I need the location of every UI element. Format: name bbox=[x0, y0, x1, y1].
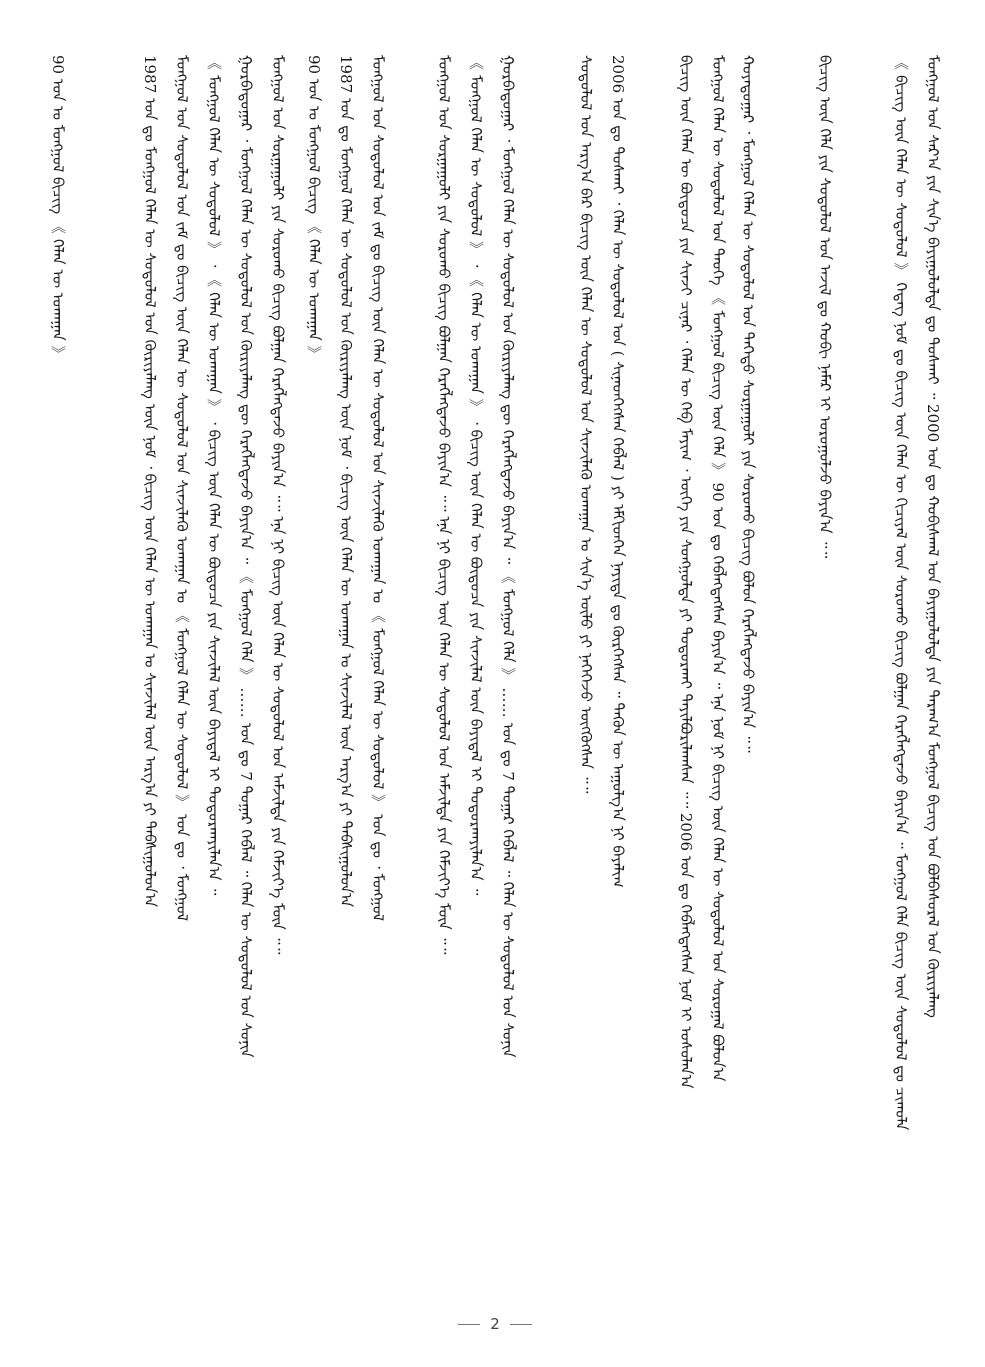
page-number: 2 bbox=[490, 1315, 500, 1333]
text-column-9: ᠭᠤᠷᠪᠠᠳᠤᠭᠠᠷ ᠂ ᠮᠣᠩᠭᠣᠯ ᠬᠡᠯᠡᠨ ᠦ ᠰᠤᠳᠤᠯᠤᠯ ᠤᠨ ᠬᠦᠷᠢᠶᠡᠯᠡᠩ ᠳᠦ ᠬᠡᠷᠡᠭᠯᠡᠭᠳᠡᠵᠦ ᠪᠠᠶᠢᠨ᠎ᠠ ᠃ 《 ᠮᠣᠩᠭᠣᠯ ᠬᠡᠯᠡ 》 …… ᠣᠨ ᠳᠤ 7 ᠳᠤᠭᠠᠷ ᠬᠡᠪᠯᠡᠯ ᠃ ᠬᠡᠯᠡᠨ ᠦ ᠰᠤᠳᠤᠯᠤᠯ ᠤᠨ ᠰᠣᠨᠢᠨ bbox=[499, 55, 517, 1058]
page-footer bbox=[440, 1315, 550, 1333]
footer-dash-left bbox=[458, 1324, 480, 1325]
text-column-7: 2006 ᠣᠨ ᠳᠤ ᠲᠤᠰᠬᠠᠢ ᠂ ᠬᠡᠯᠡᠨ ᠦ ᠰᠤᠳᠤᠯᠤᠯ ᠤᠨ ( ᠰᠢᠨᠡᠳᠬᠡᠭᠰᠡᠨ ᠬᠡᠪᠯᠡᠯ ) ᠶᠢ ᠡᠮᠬᠢᠳᠬᠡᠨ ᠨᠡᠶᠢᠲᠡ ᠳᠤ ᠬᠦᠷᠭᠡᠭᠰᠡᠨ ᠃ ᠲᠡᠭᠦᠨ ᠦ ᠠᠭᠤᠯᠭ᠎ᠠ ᠨᠢ ᠪᠠᠶᠠᠯᠢᠭ bbox=[609, 55, 627, 888]
text-column-18: ᠮᠣᠩᠭᠣᠯ ᠤᠨ ᠰᠤᠳᠤᠯᠤᠯ ᠤᠨ ᠵᠠᠮ ᠳᠤ ᠪᠢᠴᠢᠭ᠌ ᠦᠨ ᠬᠡᠯᠡᠨ ᠦ ᠰᠤᠳᠤᠯᠤᠯ ᠤᠨ ᠰᠢᠨᠵᠢᠯᠡᠬᠦ ᠤᠬᠠᠭᠠᠨ ᠤ 《 ᠮᠣᠩᠭᠣᠯ ᠬᠡᠯᠡᠨ ᠦ ᠰᠤᠳᠤᠯᠤᠯ 》 ᠣᠨ ᠳᠤ ᠂ ᠮᠣᠩᠭᠣᠯ bbox=[173, 55, 191, 922]
text-column-2: 《 ᠪᠢᠴᠢᠭ᠌ ᠦᠨ ᠬᠡᠯᠡᠨ ᠦ ᠰᠤᠳᠤᠯᠤᠯ 》 ᠭᠡᠳᠡᠭ ᠨᠣᠮ ᠳᠤ ᠪᠢᠴᠢᠭ᠌ ᠦᠨ ᠬᠡᠯᠡᠨ ᠦ ᠬᠢᠴᠢᠶᠡᠯ ᠦᠨ ᠰᠤᠷᠤᠬᠤ ᠪᠢᠴᠢᠭ᠌ ᠪᠣᠯᠭᠠᠨ ᠬᠡᠷᠡᠭᠯᠡᠭᠳᠡᠵᠦ ᠪᠠᠶᠢᠨ᠎ᠠ ᠃ ᠮᠣᠩᠭᠣᠯ ᠬᠡᠯᠡ ᠪᠢᠴᠢᠭ᠌ ᠦᠨ ᠰᠤᠳᠤᠯᠤᠯ ᠳᠤ ᠴᠢᠬᠤᠯᠠ bbox=[892, 55, 910, 1131]
text-column-19: 1987 ᠣᠨ ᠳᠤ ᠮᠣᠩᠭᠣᠯ ᠬᠡᠯᠡᠨ ᠦ ᠰᠤᠳᠤᠯᠤᠯ ᠤᠨ ᠬᠦᠷᠢᠶᠡᠯᠡᠩ ᠦᠨ ᠨᠣᠮ ᠂ ᠪᠢᠴᠢᠭ᠌ ᠦᠨ ᠬᠡᠯᠡᠨ ᠦ ᠤᠬᠠᠭᠠᠨ ᠤ ᠰᠢᠨᠵᠢᠯᠡᠯ ᠦᠨ ᠠᠷᠭ᠎ᠠ ᠶᠢ ᠳᠠᠪᠰᠢᠭᠤᠯᠤᠨ᠎ᠠ bbox=[141, 55, 159, 908]
text-column-6: ᠪᠢᠴᠢᠭ᠌ ᠦᠨ ᠬᠡᠯᠡᠨ ᠦ ᠪᠦᠲᠦᠴᠡ ᠶᠢᠨ ᠰᠢᠨᠵᠢ ᠴᠢᠨᠠᠷ ᠂ ᠬᠡᠯᠡᠨ ᠦ ᠬᠡᠪ ᠮᠠᠶᠢᠭ ᠂ ᠦᠭᠡ ᠶᠢᠨ ᠰᠣᠩᠭᠣᠯᠲᠠ ᠶᠢ ᠲᠣᠳᠣᠷᠬᠠᠢ ᠲᠠᠶᠢᠯᠪᠤᠷᠢᠯᠠᠭᠰᠠᠨ ᠃᠃ 2006 ᠣᠨ ᠳᠤ ᠬᠡᠪᠯᠡᠭᠳᠡᠭᠰᠡᠨ ᠨᠣᠮ ᠢ ᠤᠰᠤᠯᠠᠨ᠎ᠠ bbox=[677, 55, 695, 1089]
text-column-5: ᠮᠣᠩᠭᠣᠯ ᠬᠡᠯᠡᠨ ᠦ ᠰᠤᠳᠤᠯᠤᠯ ᠤᠨ ᠲᠡᠦᠬᠡ 《 ᠮᠣᠩᠭᠣᠯ ᠪᠢᠴᠢᠭ᠌ ᠦᠨ ᠬᠡᠯᠡ 》 90 ᠣᠨ ᠳᠤ ᠬᠡᠪᠯᠡᠭᠳᠡᠭᠰᠡᠨ ᠪᠠᠶᠢᠨ᠎ᠠ ᠃ ᠡᠨᠡ ᠨᠣᠮ ᠨᠢ ᠪᠢᠴᠢᠭ᠌ ᠦᠨ ᠬᠡᠯᠡᠨ ᠦ ᠰᠤᠳᠤᠯᠤᠯ ᠤᠨ ᠰᠤᠷᠤᠭᠠᠯ ᠪᠣᠯᠤᠨ᠎ᠠ bbox=[709, 55, 727, 1082]
text-column-13: 1987 ᠣᠨ ᠳᠤ ᠮᠣᠩᠭᠣᠯ ᠬᠡᠯᠡᠨ ᠦ ᠰᠤᠳᠤᠯᠤᠯ ᠤᠨ ᠬᠦᠷᠢᠶᠡᠯᠡᠩ ᠦᠨ ᠨᠣᠮ ᠂ ᠪᠢᠴᠢᠭ᠌ ᠦᠨ ᠬᠡᠯᠡᠨ ᠦ ᠤᠬᠠᠭᠠᠨ ᠤ ᠰᠢᠨᠵᠢᠯᠡᠯ ᠦᠨ ᠠᠷᠭ᠎ᠠ ᠶᠢ ᠳᠠᠪᠰᠢᠭᠤᠯᠤᠨ᠎ᠠ bbox=[337, 55, 355, 908]
text-column-12: ᠮᠣᠩᠭᠣᠯ ᠤᠨ ᠰᠤᠳᠤᠯᠤᠯ ᠤᠨ ᠵᠠᠮ ᠳᠤ ᠪᠢᠴᠢᠭ᠌ ᠦᠨ ᠬᠡᠯᠡᠨ ᠦ ᠰᠤᠳᠤᠯᠤᠯ ᠤᠨ ᠰᠢᠨᠵᠢᠯᠡᠬᠦ ᠤᠬᠠᠭᠠᠨ ᠤ 《 ᠮᠣᠩᠭᠣᠯ ᠬᠡᠯᠡᠨ ᠦ ᠰᠤᠳᠤᠯᠤᠯ 》 ᠣᠨ ᠳᠤ ᠂ ᠮᠣᠩᠭᠣᠯ bbox=[369, 55, 387, 922]
footer-dash-right bbox=[510, 1324, 532, 1325]
text-column-3: ᠪᠢᠴᠢᠭ᠌ ᠦᠨ ᠬᠡᠯᠡ ᠶᠢᠨ ᠰᠤᠳᠤᠯᠤᠯ ᠤᠨ ᠠᠵᠢᠯ ᠳᠤ ᠬᠤᠪᠢ ᠨᠡᠮᠡᠷ ᠢ ᠣᠷᠤᠭᠤᠯᠵᠤ ᠪᠠᠶᠢᠨ᠎ᠠ ᠃᠃ bbox=[816, 55, 834, 559]
text-column-8: ᠰᠤᠳᠤᠯᠤᠯ ᠤᠨ ᠠᠷᠭ᠎ᠠ ᠪᠠᠷ ᠪᠢᠴᠢᠭ᠌ ᠦᠨ ᠬᠡᠯᠡᠨ ᠦ ᠰᠤᠳᠤᠯᠤᠯ ᠤᠨ ᠰᠢᠨᠵᠢᠯᠡᠬᠦ ᠤᠬᠠᠭᠠᠨ ᠤ ᠰᠢᠨ᠎ᠡ ᠦᠯᠦ ᠶᠢ ᠨᠡᠭᠡᠭᠡᠵᠦ ᠦᠭᠭᠦᠭᠰᠡᠨ ᠃᠃ bbox=[577, 55, 595, 794]
text-column-16: ᠭᠤᠷᠪᠠᠳᠤᠭᠠᠷ ᠂ ᠮᠣᠩᠭᠣᠯ ᠬᠡᠯᠡᠨ ᠦ ᠰᠤᠳᠤᠯᠤᠯ ᠤᠨ ᠬᠦᠷᠢᠶᠡᠯᠡᠩ ᠳᠦ ᠬᠡᠷᠡᠭᠯᠡᠭᠳᠡᠵᠦ ᠪᠠᠶᠢᠨ᠎ᠠ ᠃ 《 ᠮᠣᠩᠭᠣᠯ ᠬᠡᠯᠡ 》 …… ᠣᠨ ᠳᠤ 7 ᠳᠤᠭᠠᠷ ᠬᠡᠪᠯᠡᠯ ᠃ ᠬᠡᠯᠡᠨ ᠦ ᠰᠤᠳᠤᠯᠤᠯ ᠤᠨ ᠰᠣᠨᠢᠨ bbox=[237, 55, 255, 1058]
text-column-20: 90 ᠣᠨ ᠤ ᠮᠣᠩᠭᠣᠯ ᠪᠢᠴᠢᠭ᠌ 《 ᠬᠡᠯᠡᠨ ᠦ ᠤᠬᠠᠭᠠᠨ 》 bbox=[49, 55, 67, 361]
text-column-10: 《 ᠮᠣᠩᠭᠣᠯ ᠬᠡᠯᠡᠨ ᠦ ᠰᠤᠳᠤᠯᠤᠯ 》 ᠂ 《 ᠬᠡᠯᠡᠨ ᠦ ᠤᠬᠠᠭᠠᠨ 》 ᠂ ᠪᠢᠴᠢᠭ᠌ ᠦᠨ ᠬᠡᠯᠡᠨ ᠦ ᠪᠦᠲᠦᠴᠡ ᠶᠢᠨ ᠰᠢᠨᠵᠢᠯᠡᠯ ᠦᠨ ᠪᠠᠶᠢᠳᠠᠯ ᠢ ᠲᠣᠳᠣᠷᠬᠠᠶᠢᠯᠠᠨ᠎ᠠ ᠃ bbox=[467, 55, 485, 896]
text-column-17: 《 ᠮᠣᠩᠭᠣᠯ ᠬᠡᠯᠡᠨ ᠦ ᠰᠤᠳᠤᠯᠤᠯ 》 ᠂ 《 ᠬᠡᠯᠡᠨ ᠦ ᠤᠬᠠᠭᠠᠨ 》 ᠂ ᠪᠢᠴᠢᠭ᠌ ᠦᠨ ᠬᠡᠯᠡᠨ ᠦ ᠪᠦᠲᠦᠴᠡ ᠶᠢᠨ ᠰᠢᠨᠵᠢᠯᠡᠯ ᠦᠨ ᠪᠠᠶᠢᠳᠠᠯ ᠢ ᠲᠣᠳᠣᠷᠬᠠᠶᠢᠯᠠᠨ᠎ᠠ ᠃ bbox=[205, 55, 223, 896]
text-column-4: ᠬᠣᠶᠠᠳᠤᠭᠠᠷ ᠂ ᠮᠣᠩᠭᠣᠯ ᠬᠡᠯᠡᠨ ᠦ ᠰᠤᠳᠤᠯᠤᠯ ᠤᠨ ᠳᠡᠭᠡᠳᠦ ᠰᠤᠷᠭᠠᠭᠤᠯᠢ ᠶᠢᠨ ᠰᠤᠷᠤᠬᠤ ᠪᠢᠴᠢᠭ᠌ ᠪᠣᠯᠤᠨ ᠬᠡᠷᠡᠭᠯᠡᠭᠳᠡᠵᠦ ᠪᠠᠶᠢᠨ᠎ᠠ ᠃᠃ bbox=[739, 55, 757, 753]
text-column-14: 90 ᠣᠨ ᠤ ᠮᠣᠩᠭᠣᠯ ᠪᠢᠴᠢᠭ᠌ 《 ᠬᠡᠯᠡᠨ ᠦ ᠤᠬᠠᠭᠠᠨ 》 bbox=[305, 55, 323, 361]
text-column-15: ᠮᠣᠩᠭᠣᠯ ᠤᠨ ᠰᠤᠷᠭᠠᠭᠤᠯᠢ ᠶᠢᠨ ᠰᠤᠷᠤᠬᠤ ᠪᠢᠴᠢᠭ᠌ ᠪᠣᠯᠭᠠᠨ ᠬᠡᠷᠡᠭᠯᠡᠭᠳᠡᠵᠦ ᠪᠠᠶᠢᠨ᠎ᠠ ᠃᠃ ᠡᠨᠡ ᠨᠢ ᠪᠢᠴᠢᠭ᠌ ᠦᠨ ᠬᠡᠯᠡᠨ ᠦ ᠰᠤᠳᠤᠯᠤᠯ ᠤᠨ ᠠᠮᠵᠢᠯᠲᠠ ᠶᠢᠨ ᠬᠡᠮᠵᠢᠶ᠎ᠡ ᠮᠥᠨ ᠃᠃ bbox=[269, 55, 287, 955]
text-column-11: ᠮᠣᠩᠭᠣᠯ ᠤᠨ ᠰᠤᠷᠭᠠᠭᠤᠯᠢ ᠶᠢᠨ ᠰᠤᠷᠤᠬᠤ ᠪᠢᠴᠢᠭ᠌ ᠪᠣᠯᠭᠠᠨ ᠬᠡᠷᠡᠭᠯᠡᠭᠳᠡᠵᠦ ᠪᠠᠶᠢᠨ᠎ᠠ ᠃᠃ ᠡᠨᠡ ᠨᠢ ᠪᠢᠴᠢᠭ᠌ ᠦᠨ ᠬᠡᠯᠡᠨ ᠦ ᠰᠤᠳᠤᠯᠤᠯ ᠤᠨ ᠠᠮᠵᠢᠯᠲᠠ ᠶᠢᠨ ᠬᠡᠮᠵᠢᠶ᠎ᠡ ᠮᠥᠨ ᠃᠃ bbox=[435, 55, 453, 955]
text-column-1: ᠮᠣᠩᠭᠣᠯ ᠤᠨ ᠰᠠᠷ᠎ᠠ ᠶᠢᠨ ᠰᠢᠨ᠎ᠡ ᠪᠠᠶᠢᠭᠤᠯᠤᠯᠲᠠ ᠳᠤ ᠲᠤᠰᠬᠠᠢ ᠃ 2000 ᠣᠨ ᠳᠤ ᠬᠤᠪᠢᠰᠬᠠᠯ ᠤᠨ ᠪᠠᠶᠢᠭᠤᠯᠤᠯᠲᠠ ᠶᠢᠨ ᠳᠠᠷᠠᠭ᠎ᠠ ᠮᠣᠩᠭᠣᠯ ᠪᠢᠴᠢᠭ᠌ ᠤᠨ ᠪᠣᠯᠪᠠᠰᠤᠷᠠᠯ ᠤᠨ ᠬᠦᠷᠢᠶᠡᠯᠡᠩ bbox=[924, 55, 942, 1018]
